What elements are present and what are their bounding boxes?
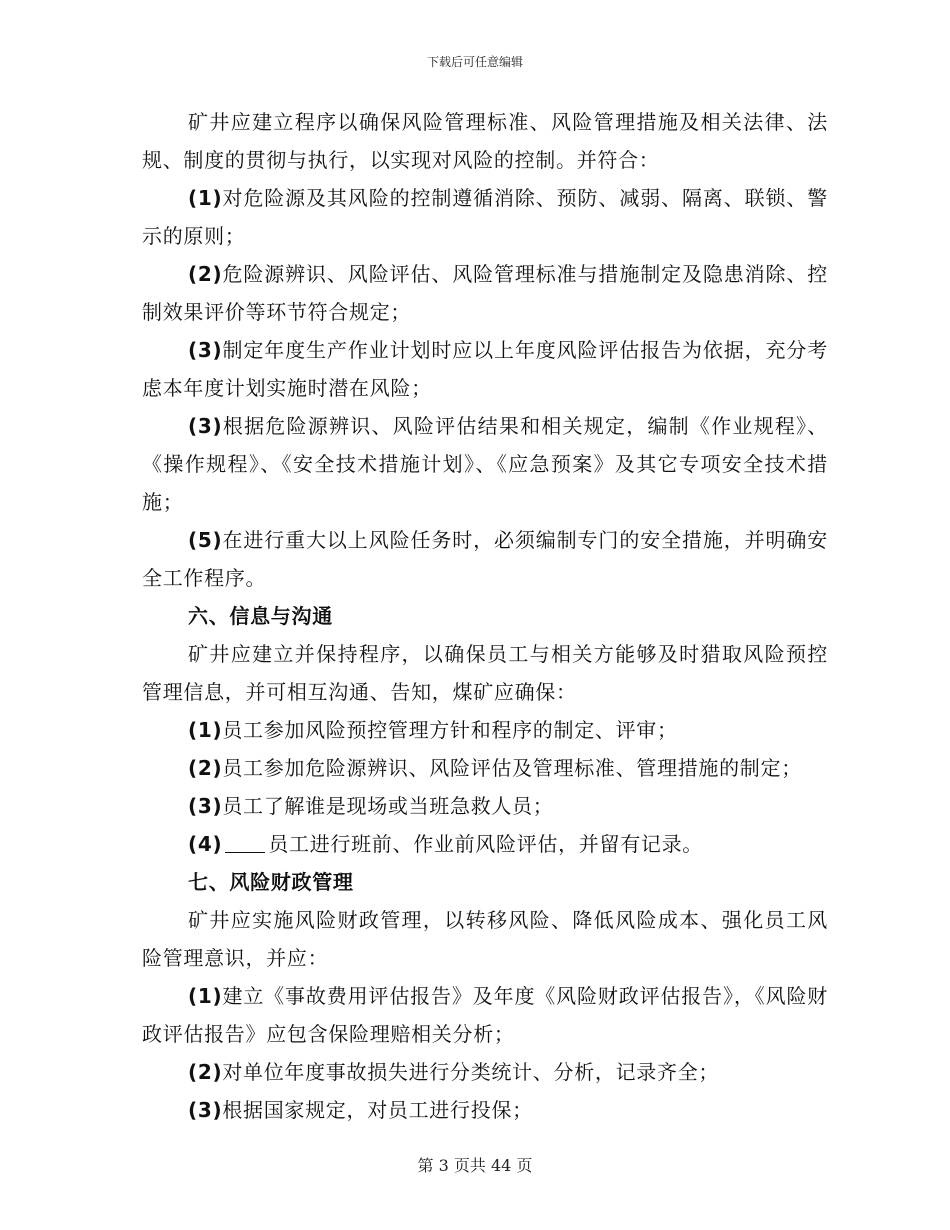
item-text: 危险源辨识、风险评估、风险管理标准与措施制定及隐患消除、控制效果评价等环节符合规定； <box>142 262 828 324</box>
item-number: (3) <box>188 338 223 362</box>
list-item <box>142 711 828 749</box>
list-item <box>142 787 828 825</box>
item-text: 员工参加风险预控管理方针和程序的制定、评审； <box>222 718 678 742</box>
item-number: (3) <box>188 414 223 438</box>
list-item <box>142 407 828 521</box>
list-item <box>142 255 828 331</box>
fill-in-blank <box>225 834 265 853</box>
page-footer: 第 3 页共 44 页 <box>417 1156 533 1175</box>
item-number: (2) <box>188 1060 223 1084</box>
section-heading-information-communication: 六、信息与沟通 <box>188 604 333 628</box>
paragraph-risk-finance-intro: 矿井应实施风险财政管理，以转移风险、降低风险成本、强化员工风险管理意识，并应： <box>142 908 828 970</box>
item-text: 对单位年度事故损失进行分类统计、分析，记录齐全； <box>222 1060 720 1084</box>
item-text: 员工参加危险源辨识、风险评估及管理标准、管理措施的制定； <box>222 756 802 780</box>
list-item <box>142 1053 828 1091</box>
item-number: (1) <box>188 718 223 742</box>
item-number: (5) <box>188 528 223 552</box>
section-heading-risk-finance: 七、风险财政管理 <box>188 870 354 894</box>
item-text: 员工了解谁是现场或当班急救人员； <box>222 794 554 818</box>
list-item <box>142 1091 828 1129</box>
item-text: 对危险源及其风险的控制遵循消除、预防、减弱、隔离、联锁、警示的原则； <box>142 186 828 248</box>
item-number: (1) <box>188 984 223 1008</box>
list-item <box>142 825 828 863</box>
page-header: 下载后可任意编辑 <box>426 55 523 69</box>
list-item <box>142 977 828 1053</box>
list-item <box>142 331 828 407</box>
list-item <box>142 521 828 597</box>
item-number: (1) <box>188 186 223 210</box>
item-number: (3) <box>188 794 223 818</box>
paragraph-communication-intro: 矿井应建立并保持程序，以确保员工与相关方能够及时猎取风险预控管理信息，并可相互沟通、告知，煤矿应确保： <box>142 642 828 704</box>
list-item <box>142 749 828 787</box>
paragraph-risk-control-intro: 矿井应建立程序以确保风险管理标准、风险管理措施及相关法律、法规、制度的贯彻与执行，以实现对风险的控制。并符合： <box>142 110 828 172</box>
item-number: (2) <box>188 262 223 286</box>
item-text: 建立《事故费用评估报告》及年度《风险财政评估报告》，《风险财政评估报告》应包含保险理赔相关分析； <box>142 984 828 1046</box>
item-text: 根据危险源辨识、风险评估结果和相关规定，编制《作业规程》、《操作规程》、《安全技术措施计划》、《应急预案》及其它专项安全技术措施； <box>142 414 828 514</box>
item-number: (3) <box>188 1098 223 1122</box>
item-text: 在进行重大以上风险任务时，必须编制专门的安全措施，并明确安全工作程序。 <box>142 528 828 590</box>
list-item <box>142 179 828 255</box>
item-text: 根据国家规定，对员工进行投保； <box>222 1098 533 1122</box>
item-text: 制定年度生产作业计划时应以上年度风险评估报告为依据，充分考虑本年度计划实施时潜在风险； <box>142 338 828 400</box>
item-text: 员工进行班前、作业前风险评估，并留有记录。 <box>268 832 704 856</box>
item-number: (4) <box>188 832 223 856</box>
document-body <box>142 103 828 1129</box>
item-number: (2) <box>188 756 223 780</box>
